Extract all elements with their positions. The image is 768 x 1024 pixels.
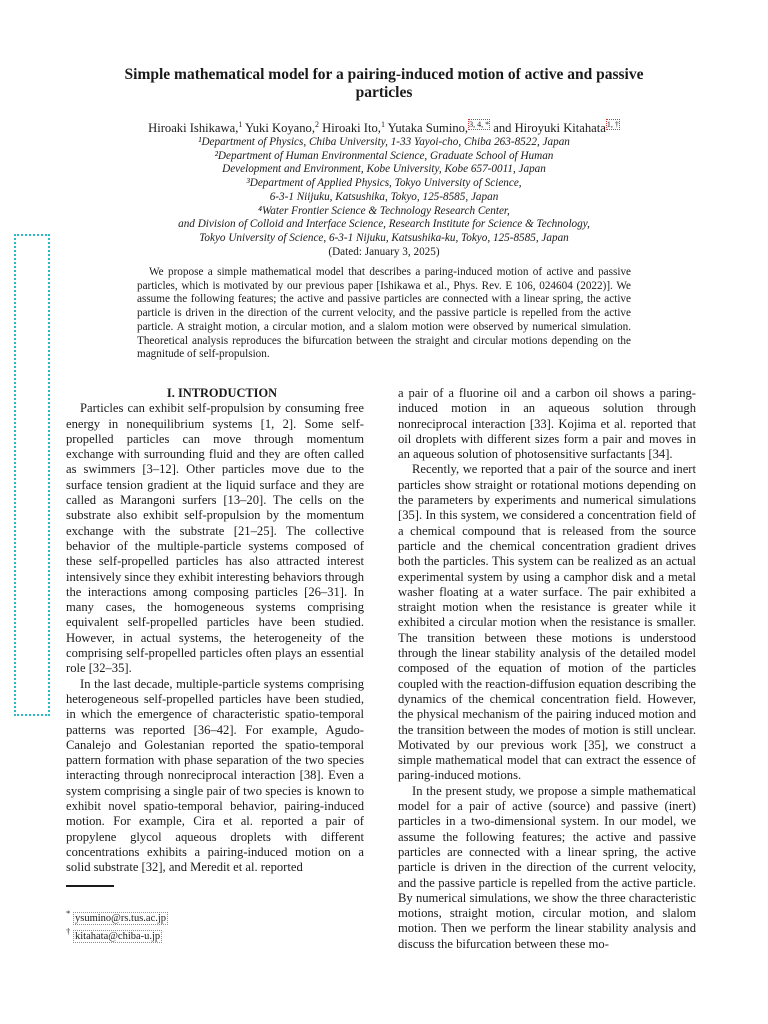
paragraph: In the last decade, multiple-particle systems comprising heterogeneous self-propelled particles have been studied, in which the emergence of characteristic spatio-temporal patterns was reported [36–42]. For example, Agudo-Canalejo and Golestanian reported the spatio-temporal pattern formation with phase separation of the two species interacting through nonreciprocal interaction [38]. Even a system comprising a single pair of two species is known to exhibit novel spatio-temporal behavior, pairing-induced motion. For example, Cira et al. reported a pair of propylene glycol aqueous droplets with different concentrations exhibits a pairing-induced motion on a solid substrate [32], and Meredit et al. reported	[66, 676, 364, 875]
affiliation-line: ⁴Water Frontier Science & Technology Research Center,	[258, 204, 510, 217]
footnotes	[66, 907, 366, 943]
affiliation-line: and Division of Colloid and Interface Science, Research Institute for Science & Technology,	[178, 218, 590, 231]
footnote-mark: *	[66, 908, 71, 918]
affiliation-line: ³Department of Applied Physics, Tokyo University of Science,	[246, 177, 522, 190]
affiliations	[60, 136, 708, 259]
paragraph: a pair of a fluorine oil and a carbon oil shows a paring-induced motion in an aqueous solution through nonreciprocal interaction [33]. Kojima et al. reported that oil droplets with different sizes form a pair and moves in an aqueous solution of photosensitive surfactants [34].	[398, 386, 696, 462]
section-heading: I. INTRODUCTION	[166, 386, 278, 400]
affiliation-line: ¹Department of Physics, Chiba University, 1-33 Yayoi-cho, Chiba 263-8522, Japan	[198, 136, 570, 148]
corresponding-author-link[interactable]: 1, †	[606, 120, 619, 129]
footnote-divider	[66, 885, 114, 887]
affiliation-line: Tokyo University of Science, 6-3-1 Nijuku, Katsushika-ku, Tokyo, 125-8585, Japan	[199, 231, 569, 244]
corresponding-author-link[interactable]: 3, 4, *	[469, 120, 490, 129]
author-list	[40, 117, 728, 136]
author-name: Hiroaki Ito,	[322, 121, 381, 136]
paragraph: In the present study, we propose a simple mathematical model for a pair of active (source) and passive (inert) particles in a two-dimensional system. In our model, we assume the following features; the active and passive particles are connected with a linear spring, the active particle is driven in the direction of the current velocity, and the passive particle is repelled from the active particle. By numerical simulations, we show the three characteristic motions, straight motion, circular motion, and slalom motion. Then we perform the linear stability analysis and discuss the bifurcation between these mo-	[398, 783, 696, 951]
author-name: Yutaka Sumino,	[387, 121, 469, 136]
affiliation-line: ²Department of Human Environmental Science, Graduate School of Human	[214, 149, 554, 162]
email-link[interactable]: kitahata@chiba-u.jp	[75, 930, 161, 942]
footnote	[66, 907, 366, 925]
arxiv-id-link-box[interactable]	[14, 234, 50, 716]
footnote	[66, 925, 366, 943]
right-column	[398, 386, 696, 952]
title-line-1: Simple mathematical model for a pairing-induced motion of active and passive	[124, 66, 644, 83]
affiliation-line: Development and Environment, Kobe University, Kobe 657-0011, Japan	[222, 163, 546, 176]
author-name: Yuki Koyano,	[245, 121, 316, 136]
affiliation-line: 6-3-1 Niijuku, Katsushika, Tokyo, 125-8585, Japan	[269, 190, 499, 203]
author-sup: 2	[315, 120, 320, 129]
author-sup: 1	[238, 120, 243, 129]
paragraph: Recently, we reported that a pair of the source and inert particles show straight or rotational motions depending on the parameters by experiments and numerical simulations [35]. In this system, we considered a concentration field of a chemical compound that is released from the source particle and the chemical concentration gradient drives both the particles. This system can be realized as an actual experimental system by using a camphor disk and a metal washer floating at a water surface. The pair exhibited a straight motion when the resistance is greater while it exhibited a circular motion when the resistance is smaller. The transition between these motions is understood through the linear stability analysis of the detailed model composed of the equation of motion of the particles coupled with the reaction-diffusion equation describing the dynamics of the chemical concentration field. However, the physical mechanism of the pairing induced motion and the transition between the modes of motion is still unclear. Motivated by our previous work [35], we construct a simple mathematical model that can extract the essence of paring-induced motions.	[398, 462, 696, 783]
author-name: and Hiroyuki Kitahata	[493, 121, 606, 136]
author-name: Hiroaki Ishikawa,	[148, 121, 239, 136]
footnote-mark: †	[66, 926, 71, 936]
paragraph: Particles can exhibit self-propulsion by consuming free energy in nonequilibrium systems [1, 2]. Some self-propelled particles can move through momentum exchange with surrounding fluid and they are often called as swimmers [3–12]. Other particles move due to the surface tension gradient at the liquid surface and they are called as Marangoni surfers [13–20]. The cells on the substrate also exhibit self-propulsion by the momentum exchange with the substrate [21–25]. The collective behavior of the multiple-particle systems composed of these self-propelled particles has also attracted interest intensively since they exhibit interesting behaviors through the interactions among composing particles [26–31]. In many cases, the homogeneous systems comprising equivalent self-propelled particles have been studied. However, in actual systems, the heterogeneity of the comprising self-propelled particles often plays an essential role [32–35].	[66, 401, 364, 676]
author-sup: 1	[380, 120, 385, 129]
date-line: (Dated: January 3, 2025)	[328, 245, 440, 258]
title-line-2: particles	[355, 84, 413, 101]
email-link[interactable]: ysumino@rs.tus.ac.jp	[75, 912, 167, 924]
abstract: We propose a simple mathematical model that describes a paring-induced motion of active and passive particles, which is motivated by our previous paper [Ishikawa et al., Phys. Rev. E 106, 024604 (2022)]. We assume the following features; the active and passive particles are connected with a linear spring, the active particle is driven in the direction of the current velocity, and the passive particle is repelled from the active particle. A straight motion, a circular motion, and a slalom motion were observed by numerical simulation. Theoretical analysis reproduces the bifurcation between the straight and circular motions depending on the magnitude of self-propulsion.	[137, 266, 631, 361]
left-column	[66, 386, 364, 876]
paper-title	[60, 66, 708, 102]
